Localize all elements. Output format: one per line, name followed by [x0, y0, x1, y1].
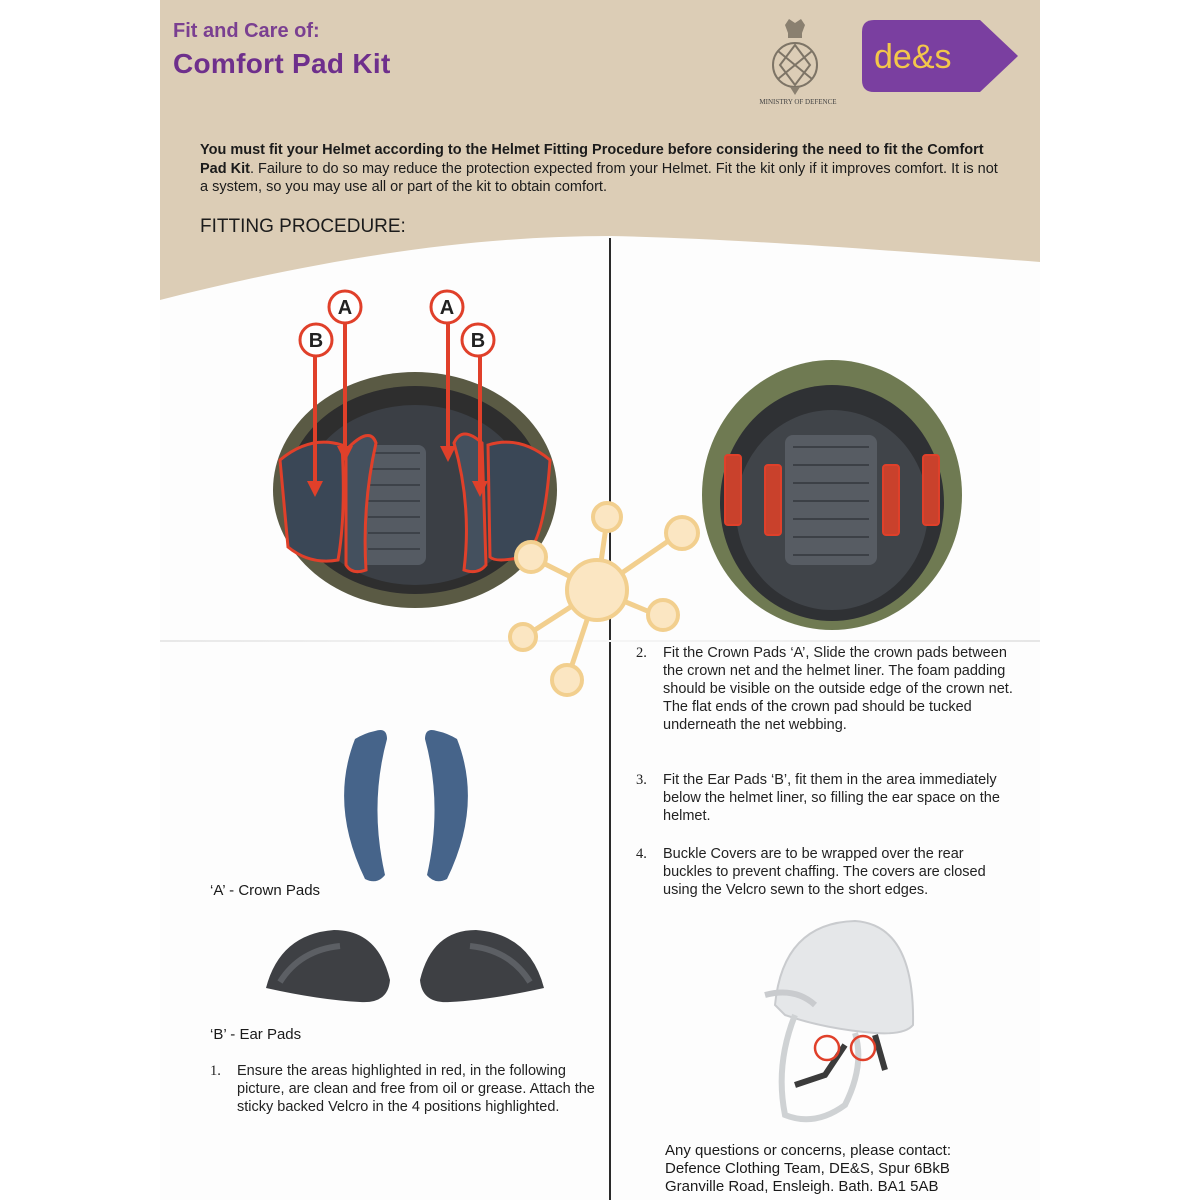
des-logo-text: de&s [874, 38, 952, 76]
contact-line-3: Granville Road, Ensleigh. Bath. BA1 5AB [665, 1178, 939, 1195]
ear-pads-caption: ‘B’ - Ear Pads [210, 1026, 302, 1043]
step-1-number: 1. [210, 1063, 221, 1079]
helmet-buckle-covers-image [755, 915, 925, 1130]
step-3 [636, 771, 1016, 827]
step-2-number: 2. [636, 645, 647, 661]
label-a-left: A [337, 297, 353, 319]
step-2-text: Fit the Crown Pads ‘A’, Slide the crown pads between the crown net and the helmet liner. The foam padding should be visible on the outside edge of the crown net. The flat ends of the crown pad should be tucked underneath the net webbing. [663, 645, 1013, 733]
step-3-text: Fit the Ear Pads ‘B’, fit them in the area immediately below the helmet liner, so filling the ear space on the helmet. [663, 772, 1000, 824]
step-4-number: 4. [636, 846, 647, 862]
step-4 [636, 845, 1016, 901]
step-1-text: Ensure the areas highlighted in red, in the following picture, are clean and free from oil or grease. Attach the sticky backed Velcro in the 4 positions highlighted. [237, 1063, 595, 1115]
crown-pads-image [325, 725, 495, 890]
label-a-right: A [439, 297, 455, 319]
step-4-text: Buckle Covers are to be wrapped over the rear buckles to prevent chaffing. The covers are closed using the Velcro sewn to the short edges. [663, 846, 986, 898]
helmet-velcro-positions-image [695, 355, 970, 635]
ear-pads-image [260, 920, 550, 1010]
crown-pads-caption: ‘A’ - Crown Pads [210, 882, 321, 899]
page-title: Comfort Pad Kit [173, 48, 391, 79]
contact-line-2: Defence Clothing Team, DE&S, Spur 6BkB [665, 1160, 950, 1177]
intro-paragraph [200, 141, 1000, 197]
column-divider [609, 238, 611, 1200]
mod-caption: MINISTRY OF DEFENCE [759, 98, 837, 106]
intro-plain-text: . Failure to do so may reduce the protection expected from your Helmet. Fit the kit only if it improves comfort. It is not a system, so you may use all or part of the kit to obtain comfort. [200, 160, 998, 195]
molecule-watermark-icon [497, 495, 707, 705]
step-3-number: 3. [636, 772, 647, 788]
contact-line-1: Any questions or concerns, please contact: [665, 1142, 951, 1159]
label-b-left: B [308, 330, 324, 352]
label-b-right: B [470, 330, 486, 352]
intro-bold-text: You must fit your Helmet according to the Helmet Fitting Procedure before considering the need to fit the Comfort Pad Kit [200, 142, 984, 177]
contact-block [665, 1142, 1025, 1196]
step-1 [210, 1062, 600, 1137]
section-heading: FITTING PROCEDURE: [200, 216, 406, 237]
title-subheading: Fit and Care of: [173, 20, 320, 42]
